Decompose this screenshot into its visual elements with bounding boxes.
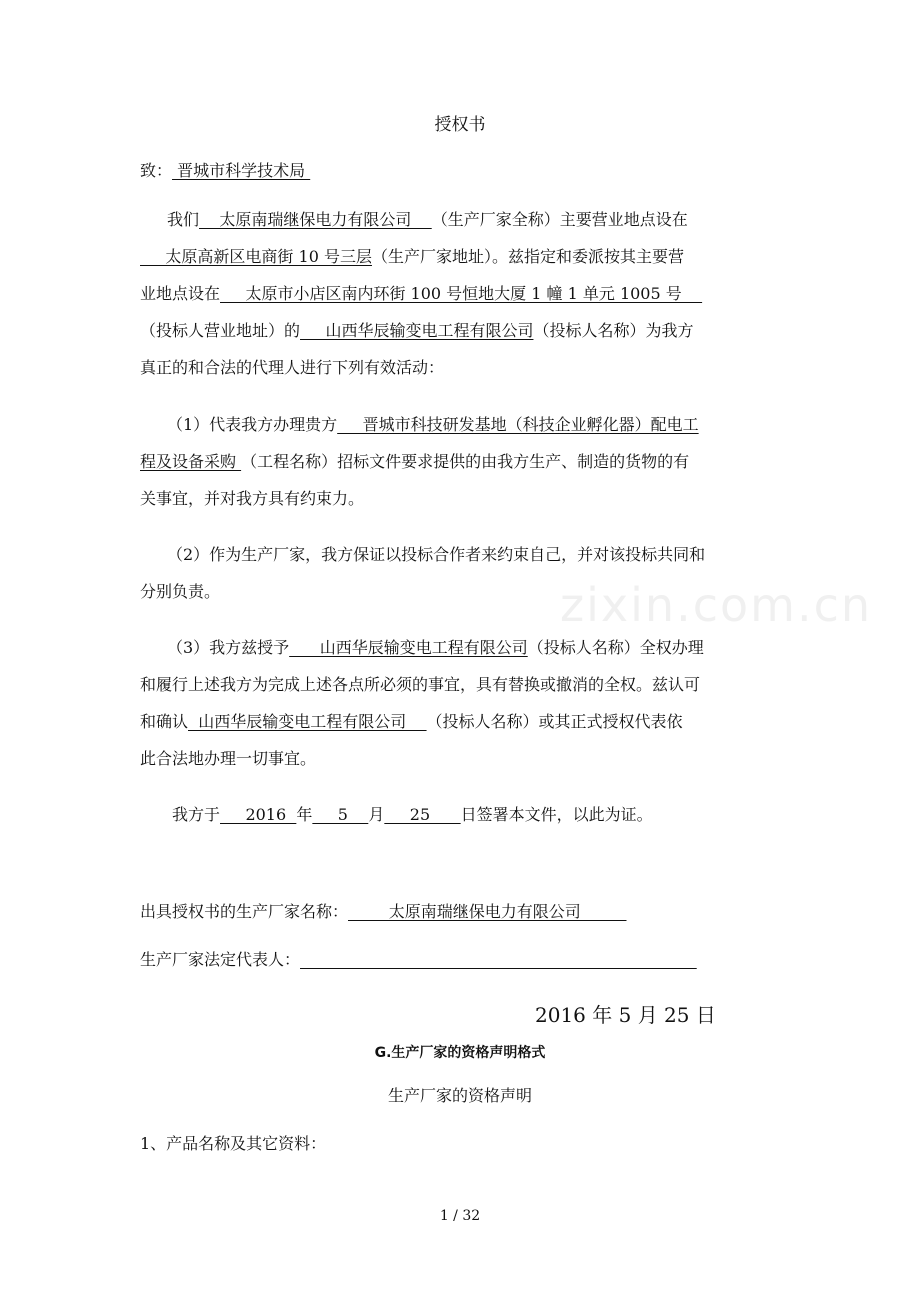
legal-rep-line <box>140 950 785 970</box>
manufacturer-value: 太原南瑞继保电力有限公司 <box>348 902 627 921</box>
intro-text: 业地点设在 <box>140 284 221 303</box>
signing-day: 25 <box>384 805 461 824</box>
item3-text: （投标人名称）或其正式授权代表依 <box>426 712 683 731</box>
intro-text: （生产厂家全称）主要营业地点设在 <box>431 210 688 229</box>
manufacturer-address: 太原高新区电商街 10 号三层 <box>140 247 372 266</box>
business-address: 太原市小店区南内环街 100 号恒地大厦 1 幢 1 单元 1005 号 <box>220 284 703 303</box>
recipient-prefix: 致： <box>140 161 173 180</box>
item1-line-1 <box>167 415 812 435</box>
item3-line-1 <box>167 638 812 658</box>
intro-line-1 <box>167 210 812 230</box>
item1-line-3: 关事宜，并对我方具有约束力。 <box>140 489 365 508</box>
manufacturer-label: 出具授权书的生产厂家名称： <box>140 902 349 921</box>
section-subtitle: 生产厂家的资格声明 <box>387 1086 532 1105</box>
recipient-line <box>140 161 785 181</box>
page-number: 1 / 32 <box>439 1208 481 1224</box>
bidder-name: 山西华辰输变电工程有限公司 <box>300 321 534 340</box>
item3-text: 和确认 <box>140 712 189 731</box>
signing-text: 月 <box>368 805 385 824</box>
intro-line-3 <box>140 284 785 304</box>
signing-text: 日签署本文件，以此为证。 <box>460 805 653 824</box>
project-name-cont: 程及设备采购 <box>140 452 242 471</box>
bidder-name: 山西华辰输变电工程有限公司 <box>188 712 427 731</box>
section-heading: G.生产厂家的资格声明格式 <box>374 1045 546 1061</box>
signing-year: 2016 <box>220 805 297 824</box>
recipient-name: 晋城市科学技术局 <box>172 161 311 180</box>
intro-line-5: 真正的和合法的代理人进行下列有效活动： <box>140 358 445 377</box>
project-name: 晋城市科技研发基地（科技企业孵化器）配电工 <box>337 415 699 434</box>
item3-line-2: 和履行上述我方为完成上述各点所必须的事宜，具有替换或撤消的全权。兹认可 <box>140 675 701 694</box>
intro-text: 我们 <box>167 210 200 229</box>
signing-month: 5 <box>312 805 369 824</box>
intro-text: （生产厂家地址）。兹指定和委派按其主要营 <box>371 247 684 266</box>
item3-text: （投标人名称）全权办理 <box>527 638 704 657</box>
item1-text: （1）代表我方办理贵方 <box>167 415 338 434</box>
item1-line-2 <box>140 452 785 472</box>
signing-text: 我方于 <box>172 805 221 824</box>
bidder-name: 山西华辰输变电工程有限公司 <box>289 638 528 657</box>
manufacturer-name: 太原南瑞继保电力有限公司 <box>199 210 432 229</box>
signing-text: 年 <box>296 805 313 824</box>
item2-line-2: 分别负责。 <box>140 582 221 601</box>
document-date: 2016 年 5 月 25 日 <box>535 1003 716 1027</box>
intro-text: （投标人名称）为我方 <box>533 321 694 340</box>
item3-line-4: 此合法地办理一切事宜。 <box>140 749 317 768</box>
intro-text: （投标人营业地址）的 <box>140 321 301 340</box>
item1-text: （工程名称）招标文件要求提供的由我方生产、制造的货物的有 <box>241 452 690 471</box>
watermark: zixin.com.cn <box>560 578 873 632</box>
intro-line-4 <box>140 321 785 341</box>
legal-rep-label: 生产厂家法定代表人： <box>140 950 301 969</box>
item3-line-3 <box>140 712 785 732</box>
legal-rep-value <box>300 950 697 969</box>
signing-line <box>172 805 817 825</box>
intro-line-2 <box>140 247 785 267</box>
item3-text: （3）我方兹授予 <box>167 638 290 657</box>
manufacturer-line <box>140 902 785 922</box>
document-title: 授权书 <box>434 115 486 135</box>
product-item: 1、产品名称及其它资料： <box>140 1134 327 1153</box>
item2-line-1: （2）作为生产厂家，我方保证以投标合作者来约束自己，并对该投标共同和 <box>167 545 706 564</box>
